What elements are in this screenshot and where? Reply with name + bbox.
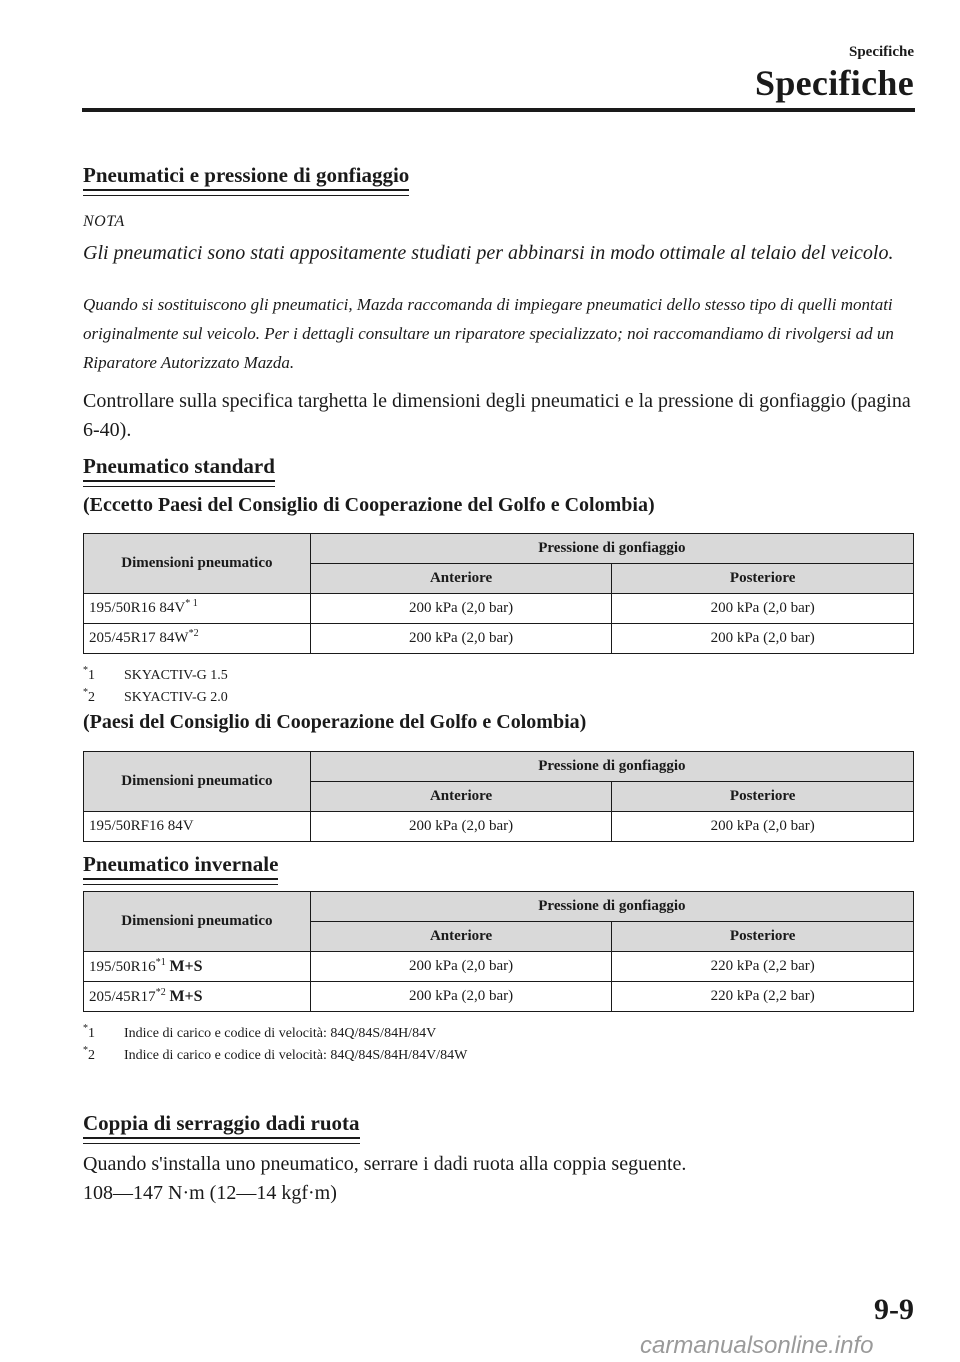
header-rule	[82, 108, 915, 112]
torque-text: Quando s'installa uno pneumatico, serrare i dadi ruota alla coppia seguente.	[83, 1153, 687, 1175]
table-standard-1	[83, 533, 914, 654]
nota-sub-text: Quando si sostituiscono gli pneumatici, Mazda raccomanda di impiegare pneumatici dello stesso tipo di quelli montati originalmente sul veicolo. Per i dettagli consultare un riparatore specializzato; noi raccomandiamo di rivolgersi ad un Riparatore Autorizzato Mazda.	[83, 295, 894, 372]
cell-rear: 200 kPa (2,0 bar)	[612, 594, 914, 624]
th-front: Anteriore	[310, 922, 612, 952]
th-front: Anteriore	[310, 782, 612, 812]
table-row	[84, 594, 914, 624]
nota-label: NOTA	[83, 213, 125, 230]
nota-main-text: Gli pneumatici sono stati appositamente studiati per abbinarsi in modo ottimale al telaio del veicolo.	[83, 242, 894, 264]
th-pressure: Pressione di gonfiaggio	[310, 752, 913, 782]
footnote-1: *1 SKYACTIV-G 1.5	[83, 665, 228, 683]
section-standard	[83, 454, 275, 482]
cell-size: 205/45R17 $84W^{*2}$	[84, 624, 311, 654]
section-title-tires: Pneumatici e pressione di gonfiaggio	[83, 163, 409, 191]
cell-front: 200 kPa (2,0 bar)	[310, 952, 612, 982]
th-size: Dimensioni pneumatico	[84, 534, 311, 594]
running-header-title: Specifiche	[755, 63, 914, 103]
table-row	[84, 982, 914, 1012]
th-pressure: Pressione di gonfiaggio	[310, 534, 913, 564]
mud-snow-icon: M+S	[169, 957, 203, 975]
footnote-2: *2 SKYACTIV-G 2.0	[83, 687, 228, 705]
table-standard-2	[83, 751, 914, 842]
th-size: Dimensioni pneumatico	[84, 892, 311, 952]
section-winter	[83, 852, 278, 880]
th-size: Dimensioni pneumatico	[84, 752, 311, 812]
table-row	[84, 812, 914, 842]
cell-rear: 220 kPa (2,2 bar)	[612, 982, 914, 1012]
cell-rear: 200 kPa (2,0 bar)	[612, 812, 914, 842]
intro-text: Controllare sulla specifica targhetta le dimensioni degli pneumatici e la pressione di gonfiaggio (pagina 6-40).	[83, 390, 911, 441]
th-rear: Posteriore	[612, 564, 914, 594]
section-title-torque: Coppia di serraggio dadi ruota	[83, 1111, 360, 1139]
watermark: carmanualsonline.info	[640, 1332, 874, 1359]
torque-value: 108—147 N·m (12—14 kgf·m)	[83, 1182, 337, 1204]
cell-front: 200 kPa (2,0 bar)	[310, 812, 612, 842]
running-header-small: Specifiche	[849, 44, 914, 60]
footnote-winter-2: *2 Indice di carico e codice di velocità: 84Q/84S/84H/84V/84W	[83, 1045, 468, 1063]
subhead-gcc: (Paesi del Consiglio di Cooperazione del Golfo e Colombia)	[83, 711, 587, 733]
cell-rear: 220 kPa (2,2 bar)	[612, 952, 914, 982]
th-rear: Posteriore	[612, 922, 914, 952]
cell-front: 200 kPa (2,0 bar)	[310, 594, 612, 624]
cell-rear: 200 kPa (2,0 bar)	[612, 624, 914, 654]
th-front: Anteriore	[310, 564, 612, 594]
subhead-excl-gcc: (Eccetto Paesi del Consiglio di Cooperazione del Golfo e Colombia)	[83, 494, 655, 516]
section-title-standard: Pneumatico standard	[83, 454, 275, 482]
th-pressure: Pressione di gonfiaggio	[310, 892, 913, 922]
footnote-winter-1: *1 Indice di carico e codice di velocità: 84Q/84S/84H/84V	[83, 1023, 437, 1041]
section-torque	[83, 1111, 360, 1139]
section-title-winter: Pneumatico invernale	[83, 852, 278, 880]
table-row	[84, 952, 914, 982]
cell-size: 195/50RF16 84V	[84, 812, 311, 842]
cell-size: 195/50R16 $84V^{* 1}$	[84, 594, 311, 624]
table-winter	[83, 891, 914, 1012]
table-row	[84, 624, 914, 654]
cell-front: 200 kPa (2,0 bar)	[310, 982, 612, 1012]
page-number: 9-9	[874, 1293, 914, 1326]
cell-front: 200 kPa (2,0 bar)	[310, 624, 612, 654]
section-tires	[83, 163, 409, 191]
cell-size: 195/50R16$^{*1}$ M+S	[84, 952, 311, 982]
mud-snow-icon: M+S	[169, 987, 203, 1005]
th-rear: Posteriore	[612, 782, 914, 812]
cell-size: 205/45R17$^{*2}$ M+S	[84, 982, 311, 1012]
